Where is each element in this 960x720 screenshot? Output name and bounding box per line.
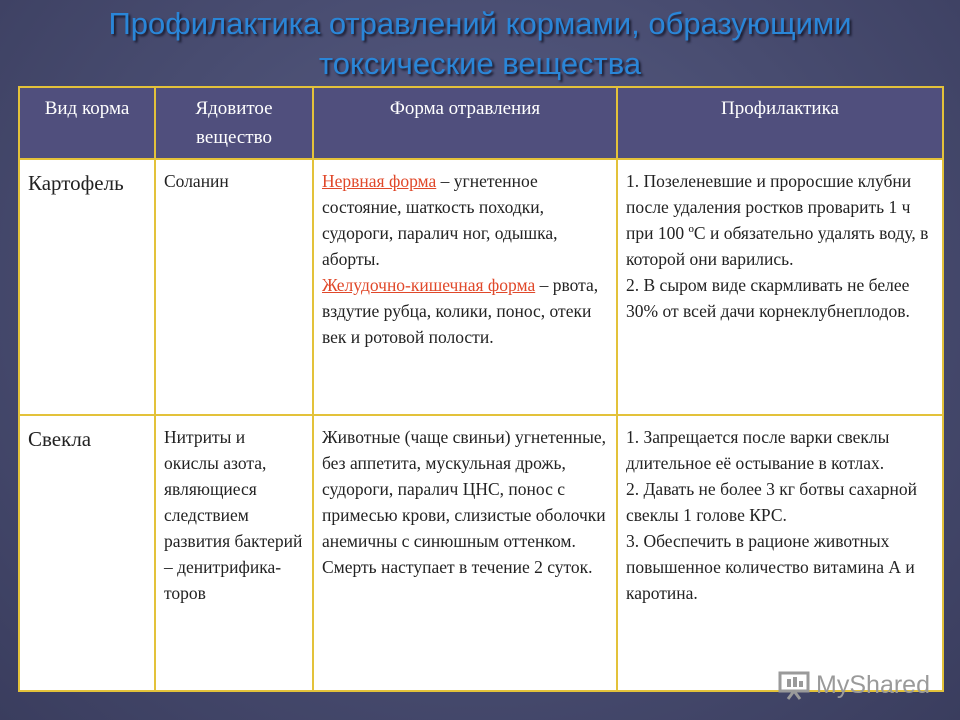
header-prevention: Профилактика (617, 87, 943, 159)
poisoning-form-cell (313, 159, 617, 415)
title-line-1: Профилактика отравлений кормами, образующими (108, 6, 852, 41)
table-header-row (19, 87, 943, 159)
prevention-cell: 1. Позеленевшие и проросшие клубни после удаления ростков проварить 1 ч при 100 ºС и обязательно удалять воду, в которой они варились. 2. В сыром виде скармливать не белее 30% от всей дачи корнеклубнеплодов. (617, 159, 943, 415)
substance-cell: Нитриты и окислы азота, являющиеся следствием развития бактерий – денитрифика-торов (155, 415, 313, 691)
title-line-2: токсические вещества (318, 46, 642, 81)
nervous-form-text: – угнетенное состояние, шаткость походки, судороги, паралич ног, одышка, аборты. (322, 171, 558, 269)
nervous-form-link[interactable]: Нервная форма (322, 171, 437, 191)
prevention-cell: 1. Запрещается после варки свеклы длительное её остывание в котлах. 2. Давать не более 3 кг ботвы сахарной свеклы 1 голове КРС. 3. Обеспечить в рационе животных повышенное количество витамина А и каротина. (617, 415, 943, 691)
poisoning-form-cell: Животные (чаще свиньи) угнетенные, без аппетита, мускульная дрожь, судороги, паралич ЦНС, понос с примесью крови, слизистые оболочки анемичны с синюшным оттенком. Смерть наступает в течение 2 суток. (313, 415, 617, 691)
gastrointestinal-form-text: – рвота, вздутие рубца, колики, понос, отеки век и ротовой полости. (322, 275, 599, 347)
watermark-text: MyShared (816, 670, 930, 699)
gastrointestinal-form-link[interactable]: Желудочно-кишечная форма (322, 275, 536, 295)
header-feed-type: Вид корма (19, 87, 155, 159)
table-row (19, 159, 943, 415)
header-poisoning-form: Форма отравления (313, 87, 617, 159)
substance-cell: Соланин (155, 159, 313, 415)
slide-title (0, 4, 960, 84)
poisoning-table (18, 86, 944, 692)
presentation-icon (778, 670, 810, 700)
feed-type-cell: Свекла (19, 415, 155, 691)
header-toxic-substance: Ядовитое вещество (155, 87, 313, 159)
watermark-logo (778, 670, 930, 700)
table-row (19, 415, 943, 691)
feed-type-cell: Картофель (19, 159, 155, 415)
